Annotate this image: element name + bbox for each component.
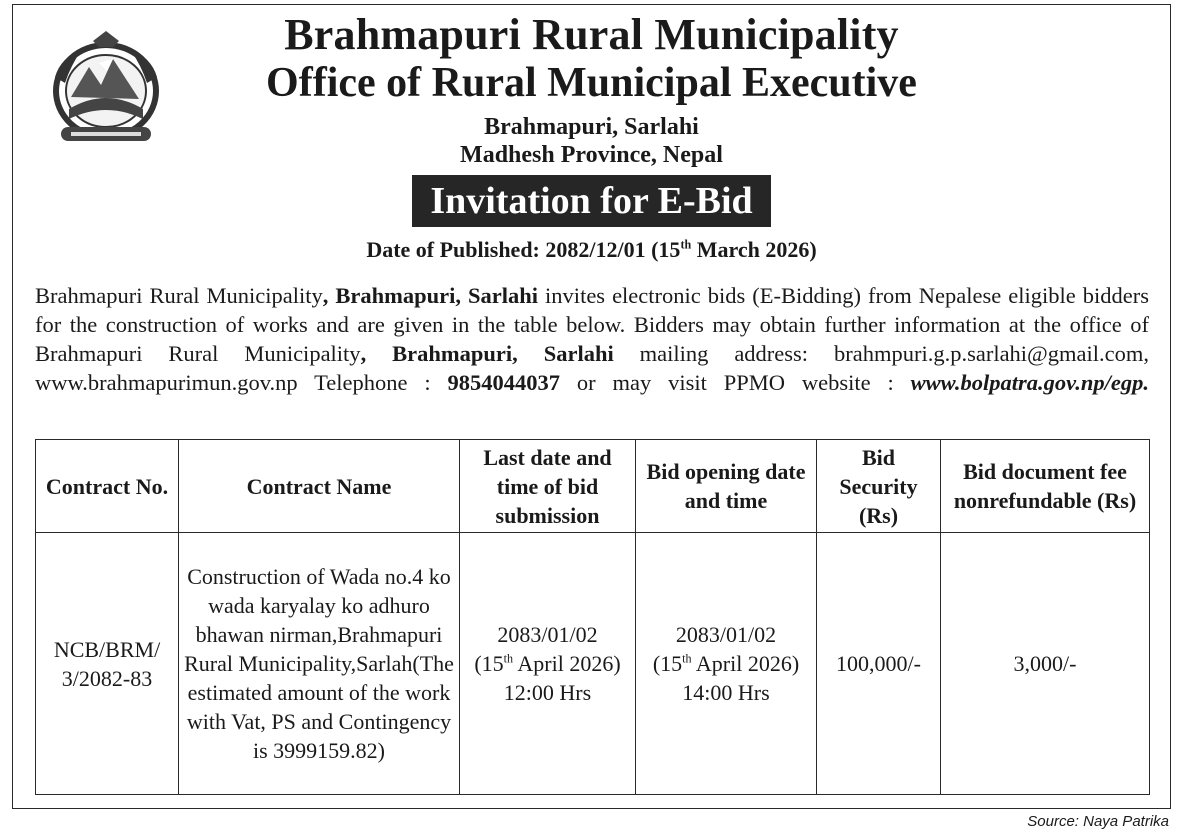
header-submission: Last date and time of bid submission	[460, 440, 636, 533]
cell-security: 100,000/-	[817, 533, 941, 795]
header-contract-name: Contract Name	[179, 440, 460, 533]
address-line-2: Madhesh Province, Nepal	[460, 142, 723, 168]
published-date-rest: March 2026)	[691, 237, 817, 262]
opening-date: 2083/01/02	[675, 622, 777, 647]
cell-submission	[460, 533, 636, 795]
phone-number: 9854044037	[447, 370, 561, 395]
invitation-banner: Invitation for E-Bid	[412, 175, 770, 227]
para-bold-1: , Brahmapuri, Sarlahi	[322, 283, 539, 308]
address-line-1: Brahmapuri, Sarlahi	[484, 114, 699, 140]
submission-sup: th	[503, 651, 514, 666]
submission-paren-post: April 2026)	[513, 651, 621, 676]
cell-opening	[636, 533, 817, 795]
header-opening: Bid opening date and time	[636, 440, 817, 533]
table-header-row	[36, 440, 1150, 533]
opening-sup: th	[682, 651, 692, 666]
cell-contract-name: Construction of Wada no.4 ko wada karyalay ko adhuro bhawan nirman,Brahmapuri Rural Municipality,Sarlah(The estimated amount of the work with Vat, PS and Contingency is 3999159.82)	[179, 533, 460, 795]
cell-fee: 3,000/-	[941, 533, 1150, 795]
office-title: Office of Rural Municipal Executive	[266, 60, 917, 106]
submission-time: 12:00 Hrs	[503, 680, 592, 705]
published-date-sup: th	[680, 237, 692, 252]
banner-wrap	[13, 175, 1170, 227]
opening-paren-post: April 2026)	[691, 651, 800, 676]
para-text-2: invites electronic bids (E-Bidding) from Nepalese eligible bidders for the construction of works and are given in the table below. Bidders may obtain further information at the office of Brahmapuri Rural Municipality	[35, 283, 1149, 366]
notice-frame	[12, 4, 1171, 809]
header-security: Bid Security (Rs)	[817, 440, 941, 533]
municipality-title: Brahmapuri Rural Municipality	[284, 10, 899, 59]
header-fee: Bid document fee nonrefundable (Rs)	[941, 440, 1150, 533]
bid-table	[35, 439, 1150, 795]
cell-contract-no: NCB/BRM/ 3/2082-83	[36, 533, 179, 795]
para-text-1: Brahmapuri Rural Municipality	[35, 283, 323, 308]
invitation-paragraph	[35, 281, 1149, 397]
header-contract-no: Contract No.	[36, 440, 179, 533]
opening-paren-pre: (15	[652, 651, 683, 676]
published-date	[13, 235, 1170, 265]
source-credit: Source: Naya Patrika	[1027, 813, 1169, 830]
submission-paren-pre: (15	[474, 651, 504, 676]
table-row	[36, 533, 1150, 795]
submission-date: 2083/01/02	[497, 622, 598, 647]
ppmo-website-link[interactable]: www.bolpatra.gov.np/egp.	[910, 370, 1149, 395]
opening-time: 14:00 Hrs	[682, 680, 770, 705]
para-text-3: mailing address: brahmpuri.g.p.sarlahi@gmail.com, www.brahmapurimun.gov.np Telephone :	[35, 341, 1150, 395]
para-text-4: or may visit PPMO website :	[560, 370, 911, 395]
submission-date-paren	[464, 649, 631, 678]
published-date-text: Date of Published: 2082/12/01 (15	[366, 237, 681, 262]
opening-date-paren	[640, 649, 812, 678]
para-bold-2: , Brahmapuri, Sarlahi	[360, 341, 614, 366]
